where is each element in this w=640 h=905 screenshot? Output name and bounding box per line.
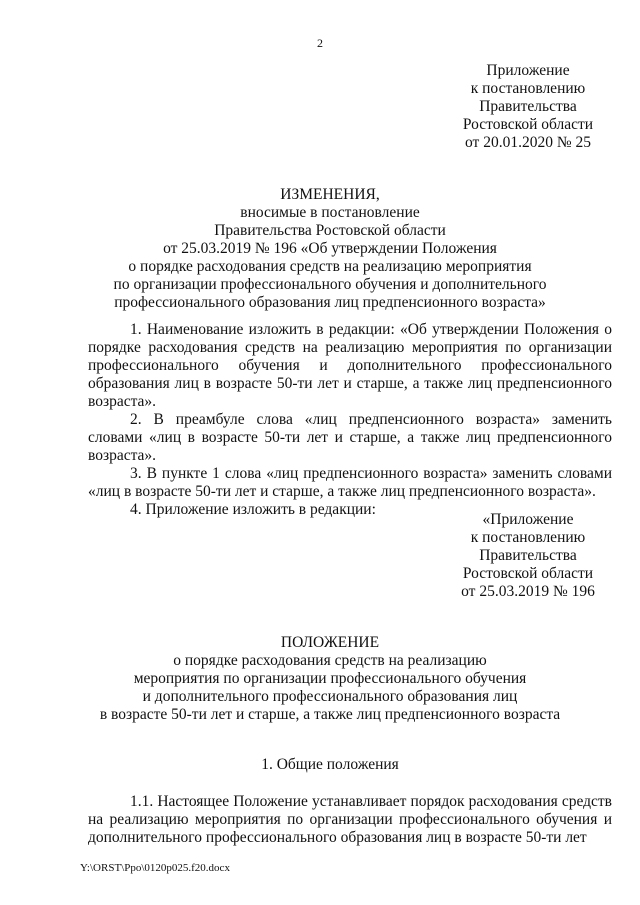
appendix-header-line: Правительства <box>479 98 577 115</box>
change-item: 1. Наименование изложить в редакции: «Об утверждении Положения о порядке расходования средств на реализацию мероприятия по организации профессионального обучения и дополнительного профессионального образования лиц в возрасте 50-ти лет и старше, а также лиц предпенсионного возраста». <box>88 321 612 410</box>
appendix-header-line: к постановлению <box>470 80 586 97</box>
page-number: 2 <box>317 36 323 50</box>
appendix-quote-line: Ростовской области <box>462 565 594 582</box>
changes-title-line: от 25.03.2019 № 196 «Об утверждении Положения <box>163 240 497 257</box>
appendix-quote-line: к постановлению <box>470 529 586 546</box>
appendix-quote-line: Правительства <box>479 547 577 564</box>
change-item: 2. В преамбуле слова «лиц предпенсионного возраста» заменить словами «лиц в возрасте 50-ти лет и старше, а также лиц предпенсионного возраста». <box>88 411 612 464</box>
changes-title-line: профессионального образования лиц предпенсионного возраста» <box>114 294 546 311</box>
change-item: 4. Приложение изложить в редакции: <box>130 501 376 518</box>
regulation-title <box>80 634 580 724</box>
changes-title <box>80 186 580 312</box>
section-paragraph: 1.1. Настоящее Положение устанавливает порядок расходования средств на реализацию мероприятия по организации профессионального обучения и дополнительного профессионального образования лиц в возрасте 50-ти лет <box>88 793 612 846</box>
appendix-header-line: Ростовской области <box>462 116 594 133</box>
appendix-header <box>418 62 638 152</box>
footer-file-path: Y:\ORST\Ppo\0120p025.f20.docx <box>80 862 230 874</box>
changes-title-line: Правительства Ростовской области <box>214 222 446 239</box>
regulation-title-line: о порядке расходования средств на реализацию <box>173 652 487 669</box>
appendix-header-line: от 20.01.2020 № 25 <box>465 134 591 151</box>
section-body <box>88 793 612 847</box>
appendix-header-line: Приложение <box>486 62 570 79</box>
section-heading: 1. Общие положения <box>261 756 399 773</box>
regulation-title-line: мероприятия по организации профессионального обучения <box>133 670 527 687</box>
changes-title-line: вносимые в постановление <box>240 204 420 221</box>
regulation-title-line: ПОЛОЖЕНИЕ <box>280 634 380 651</box>
change-items <box>88 321 612 519</box>
appendix-quote-line: от 25.03.2019 № 196 <box>461 583 595 600</box>
regulation-title-line: в возрасте 50-ти лет и старше, а также лиц предпенсионного возраста <box>99 706 561 723</box>
changes-title-line: о порядке расходования средств на реализацию мероприятия <box>128 258 532 275</box>
changes-title-line: по организации профессионального обучения и дополнительного <box>113 276 547 293</box>
appendix-quote-line: «Приложение <box>482 511 574 528</box>
change-item: 3. В пункте 1 слова «лиц предпенсионного возраста» заменить словами «лиц в возрасте 50-ти лет и старше, а также лиц предпенсионного возраста». <box>88 465 612 500</box>
regulation-title-line: и дополнительного профессионального образования лиц <box>142 688 518 705</box>
changes-title-line: ИЗМЕНЕНИЯ, <box>280 186 380 203</box>
appendix-quote <box>418 511 638 601</box>
